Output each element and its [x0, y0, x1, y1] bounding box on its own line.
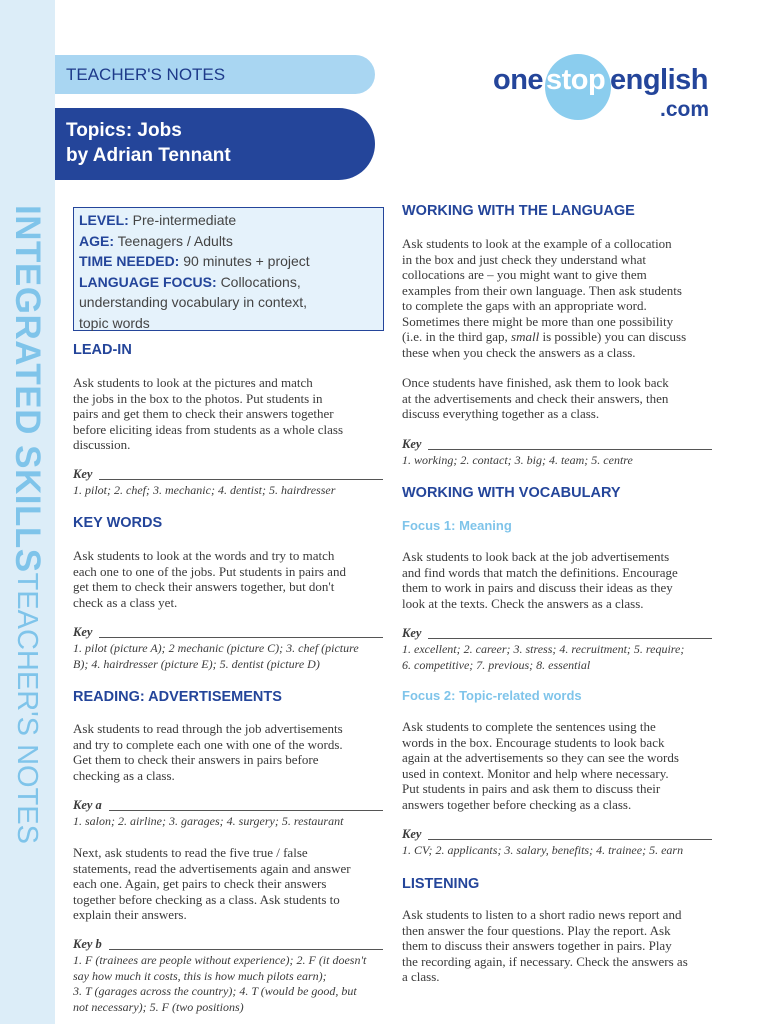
logo-one: one [493, 64, 544, 96]
level-row: LEVEL: Pre-intermediate [79, 212, 237, 228]
topic-author: by Adrian Tennant [66, 145, 231, 166]
leadin-heading: LEAD-IN [73, 342, 132, 358]
key-rule [109, 949, 383, 950]
key-rule [428, 839, 712, 840]
topic-title: Topics: Jobs [66, 120, 182, 141]
wwl-paragraph-2: Once students have finished, ask them to look back at the advertisements and check their answers, then discuss everything together as a class. [402, 375, 669, 421]
wwl-answers: 1. working; 2. contact; 3. big; 4. team; 5. centre [402, 453, 633, 467]
key-rule [428, 638, 712, 639]
lesson-info-box [73, 207, 384, 331]
focus1-key: Key [402, 626, 714, 640]
wwl-heading: WORKING WITH THE LANGUAGE [402, 203, 635, 219]
leadin-key: Key [73, 467, 385, 481]
time-row: TIME NEEDED: 90 minutes + project [79, 253, 310, 269]
focus2-key: Key [402, 827, 714, 841]
topic-banner [55, 108, 375, 180]
wwv-heading: WORKING WITH VOCABULARY [402, 485, 621, 501]
logo-english: english [610, 64, 709, 96]
keywords-key: Key [73, 625, 385, 639]
reading-heading: READING: ADVERTISEMENTS [73, 689, 282, 705]
focus2-heading: Focus 2: Topic-related words [402, 688, 582, 703]
reading-answers-b: 1. F (trainees are people without experience); 2. F (it doesn't say how much it costs, this is how much pilots earn); 3. T (garages across the country); 4. T (would be good, but not necessary); 5. F (two positions) [73, 953, 367, 1014]
leadin-answers: 1. pilot; 2. chef; 3. mechanic; 4. dentist; 5. hairdresser [73, 483, 336, 497]
focus1-heading: Focus 1: Meaning [402, 518, 512, 533]
key-rule [99, 479, 383, 480]
keywords-answers: 1. pilot (picture A); 2 mechanic (picture C); 3. chef (picture B); 4. hairdresser (picture E); 5. dentist (picture D) [73, 641, 359, 671]
reading-key-a: Key a [73, 798, 385, 812]
wwl-paragraph: Ask students to look at the example of a collocation in the box and just check they understand what collocations are – you might want to give them examples from their own language. Then ask students to complete the gaps with an appropriate word. Sometimes there might be more than one possibility (i.e. in the third gap, small is possible) you can discuss these when you check the answers as a class. [402, 236, 687, 360]
keywords-paragraph: Ask students to look at the words and try to match each one to one of the jobs. Put students in pairs and get them to check their answers together, but don't check as a class yet. [73, 548, 346, 610]
focus-row-3: topic words [79, 314, 150, 331]
listening-heading: LISTENING [402, 876, 480, 892]
keywords-heading: KEY WORDS [73, 515, 163, 531]
key-rule [428, 449, 712, 450]
focus2-answers: 1. CV; 2. applicants; 3. salary, benefits; 4. trainee; 5. earn [402, 843, 684, 857]
teachers-notes-banner: TEACHER'S NOTES [55, 55, 375, 94]
focus-row-2: understanding vocabulary in context, [79, 294, 308, 310]
reading-paragraph: Ask students to read through the job advertisements and try to complete each one with one of the words. Get them to check their answers in pairs before checking as a class. [73, 721, 343, 783]
logo-com: .com [660, 98, 710, 121]
age-row: AGE: Teenagers / Adults [79, 232, 233, 249]
focus2-paragraph: Ask students to complete the sentences using the words in the box. Encourage students to look back again at the advertisements so they can see the words used in context. Monitor and help where necessary. Put students in pairs and ask them to discuss their answers together before checking as a class. [402, 719, 679, 812]
logo-stop: stop [546, 64, 606, 96]
focus1-paragraph: Ask students to look back at the job advertisements and find words that match the definitions. Encourage them to work in pairs and discuss their ideas as they look at the texts. Check the answers as a class. [402, 549, 678, 611]
leadin-paragraph: Ask students to look at the pictures and match the jobs in the box to the photos. Put students in pairs and get them to check their answers together before eliciting ideas from students as a whole class discussion. [73, 375, 344, 452]
focus-row: LANGUAGE FOCUS: Collocations, [79, 273, 301, 290]
side-vertical-title [3, 205, 51, 845]
wwl-key: Key [402, 437, 714, 451]
reading-answers-a: 1. salon; 2. airline; 3. garages; 4. surgery; 5. restaurant [73, 814, 344, 828]
listening-paragraph: Ask students to listen to a short radio news report and then answer the four questions. Play the report. Ask them to discuss their answers together in pairs. Play the recording again, if necessary. Check the answers as a class. [402, 907, 688, 984]
reading-key-b: Key b [73, 937, 385, 951]
reading-paragraph-2: Next, ask students to read the five true / false statements, read the advertisements again and answer each one. Again, get pairs to check their answers together before checking as a class. Ask students to explain their answers. [73, 845, 351, 922]
key-rule [99, 637, 383, 638]
focus1-answers: 1. excellent; 2. career; 3. stress; 4. recruitment; 5. require; 6. competitive; 7. previous; 8. essential [402, 642, 685, 672]
key-rule [109, 810, 383, 811]
side-title-main: INTEGRATED SKILLS [8, 205, 47, 573]
side-title-sub: TEACHER'S NOTES [11, 572, 43, 844]
